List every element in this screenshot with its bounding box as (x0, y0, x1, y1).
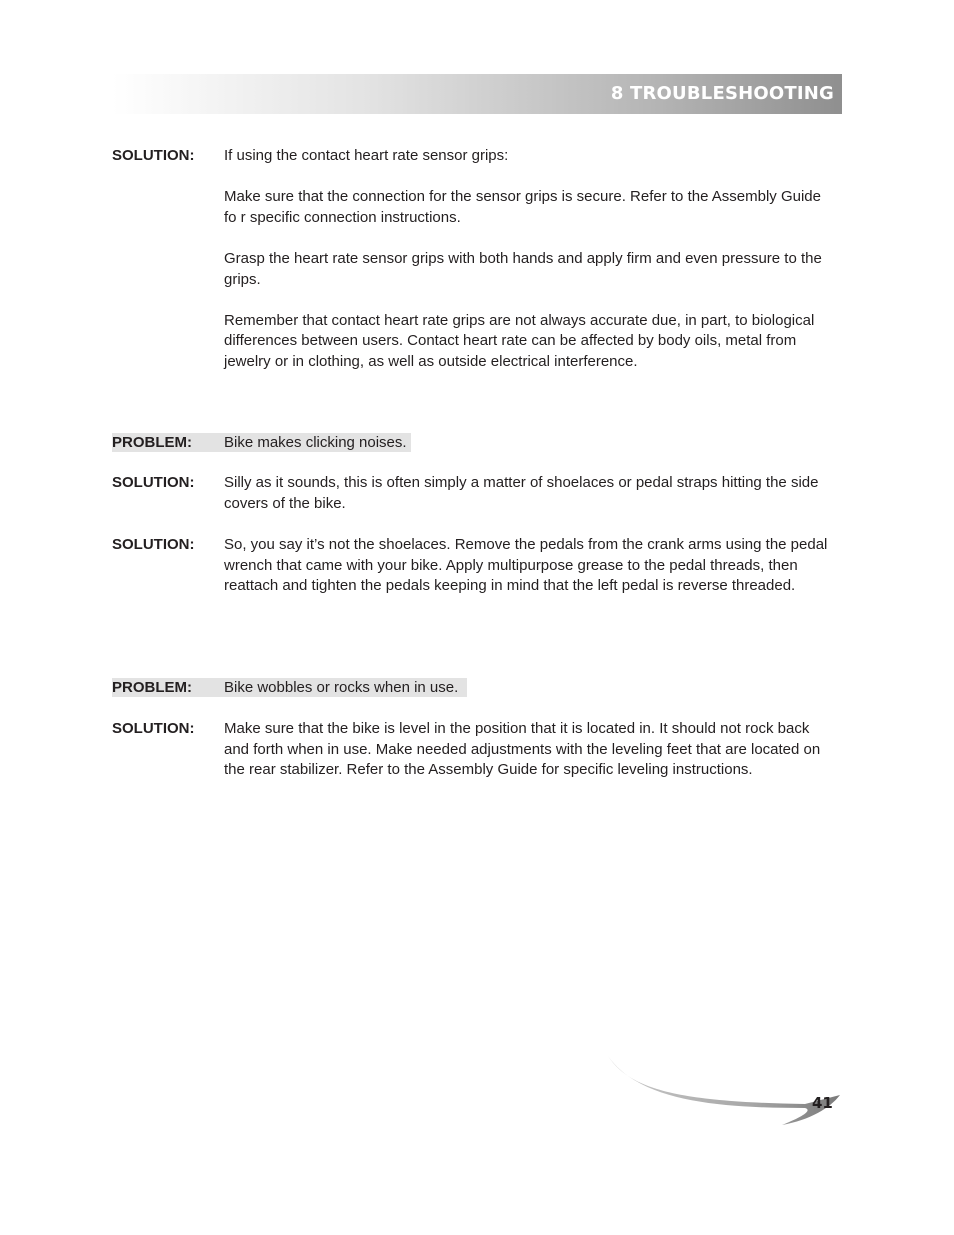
section-header-bar (112, 74, 842, 114)
problem-text: Bike makes clicking noises. (224, 434, 407, 451)
solution-text: Make sure that the bike is level in the position that it is located in. It should not rock back and forth when in use. Make needed adjustments with the leveling feet that are located on the rear stabilizer. Refer to the Assembly Guide for specific leveling instructions. (224, 720, 821, 779)
solution-paragraph: If using the contact heart rate sensor grips: (224, 147, 509, 164)
solution-label: SOLUTION: (112, 720, 195, 737)
solution-paragraph: Make sure that the connection for the sensor grips is secure. Refer to the Assembly Guide fo r specific connection instructions. (224, 188, 821, 226)
solution-text: So, you say it’s not the shoelaces. Remove the pedals from the crank arms using the pedal wrench that came with your bike. Apply multipurpose grease to the pedal threads, then reattach and tighten the pedals keeping in mind that the left pedal is reverse threaded. (224, 536, 828, 595)
decorative-swoosh-graphic (600, 1050, 850, 1130)
solution-label: SOLUTION: (112, 147, 195, 164)
problem-label: PROBLEM: (112, 679, 192, 696)
solution-text: Silly as it sounds, this is often simply a matter of shoelaces or pedal straps hitting the side covers of the bike. (224, 474, 819, 512)
solution-paragraph: Remember that contact heart rate grips are not always accurate due, in part, to biological differences between users. Contact heart rate can be affected by body oils, metal from jewelry or in clothing, as well as outside electrical interference. (224, 311, 815, 370)
solution-label: SOLUTION: (112, 474, 195, 491)
section-title: 8 TROUBLESHOOTING (610, 83, 834, 104)
solution-label: SOLUTION: (112, 536, 195, 553)
page-number: 41 (812, 1094, 833, 1112)
solution-text (224, 146, 836, 393)
problem-text: Bike wobbles or rocks when in use. (224, 679, 459, 696)
problem-label: PROBLEM: (112, 434, 192, 451)
solution-paragraph: Grasp the heart rate sensor grips with both hands and apply firm and even pressure to the grips. (224, 249, 822, 288)
